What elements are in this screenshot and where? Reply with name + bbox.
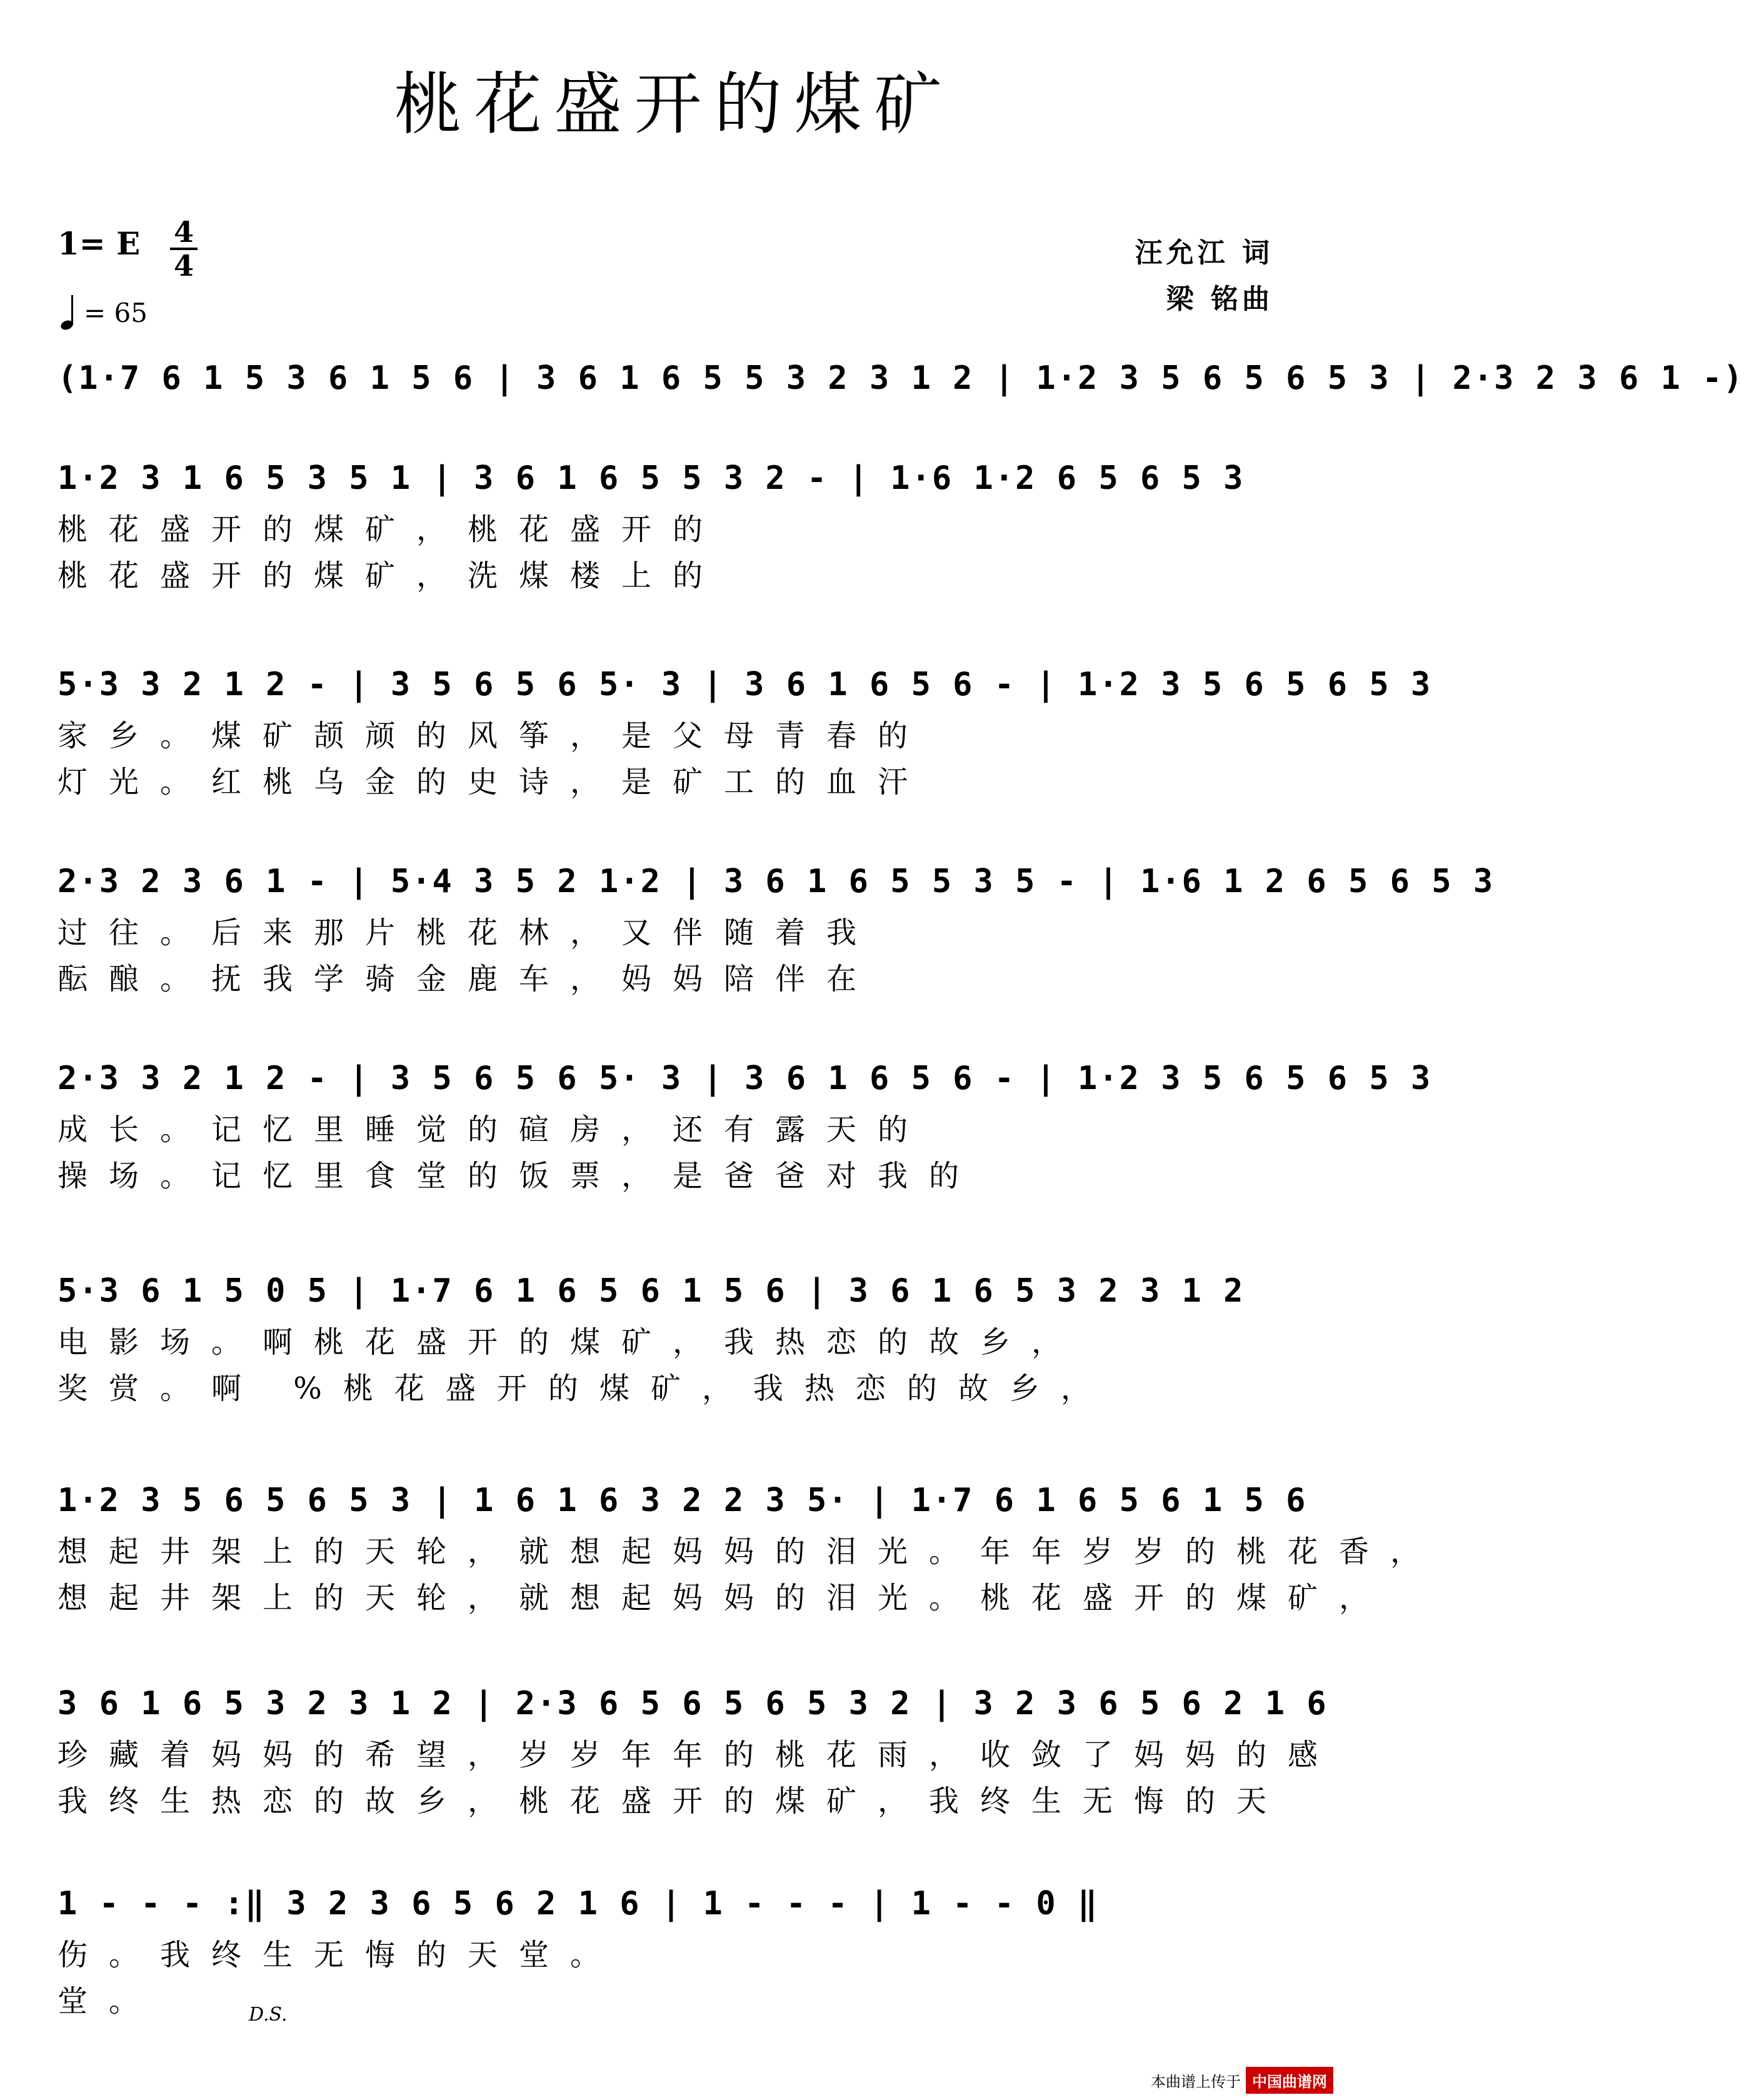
note-line: 2·3 3 2 1 2 - | 3 5 6 5 6 5· 3 | 3 6 1 6 5 6 - | 1·2 3 5 6 5 6 5 3 <box>58 1060 1432 1097</box>
composer-credit: 梁 铭曲 <box>1166 283 1273 315</box>
lyric-verse-2: 堂。 <box>58 1984 161 2019</box>
lyric-verse-2: 我终生热恋的故乡，桃花盛开的煤矿，我终生无悔的天 <box>58 1784 1288 1819</box>
score-system <box>58 1876 1295 2024</box>
site-brand[interactable]: 中国曲谱网 <box>1246 2067 1333 2094</box>
lyric-verse-1: 伤。我终生无悔的天堂。 <box>58 1937 622 1972</box>
lyric-verse-1: 成长。记忆里睡觉的碹房，还有露天的 <box>58 1112 930 1147</box>
lyric-verse-2: 桃花盛开的煤矿，洗煤楼上的 <box>58 558 724 593</box>
song-title: 桃花盛开的煤矿 <box>394 66 955 144</box>
quarter-note-icon <box>60 294 76 331</box>
score-system <box>58 1675 1340 1824</box>
lyric-verse-1: 家乡。煤矿颉颃的风筝，是父母青春的 <box>58 718 930 753</box>
lyric-verse-2: 奖赏。啊 %桃花盛开的煤矿，我热恋的故乡， <box>58 1371 1112 1406</box>
note-line: 1·2 3 1 6 5 3 5 1 | 3 6 1 6 5 5 3 2 - | 1·6 1·2 6 5 6 5 3 <box>58 460 1245 497</box>
key-signature: 1= E <box>58 225 141 262</box>
score-system <box>58 1472 1442 1621</box>
lyric-verse-1: 想起井架上的天轮，就想起妈妈的泪光。年年岁岁的桃花香， <box>58 1534 1442 1569</box>
note-line: 2·3 2 3 6 1 - | 5·4 3 5 2 1·2 | 3 6 1 6 5 5 3 5 - | 1·6 1 2 6 5 6 5 3 <box>58 863 1495 900</box>
score-system <box>58 1050 1432 1199</box>
score-system <box>58 1263 1295 1412</box>
note-line: 5·3 6 1 5 0 5 | 1·7 6 1 6 5 6 1 5 6 | 3 6 1 6 5 3 2 3 1 2 <box>58 1272 1245 1310</box>
lyric-verse-2: 酝酿。抚我学骑金鹿车，妈妈陪伴在 <box>58 962 878 997</box>
note-line: 1 - - - :‖ 3 2 3 6 5 6 2 1 6 | 1 - - - | 1 - - 0 ‖ <box>58 1885 1099 1922</box>
lyric-verse-1: 过往。后来那片桃花林，又伴随着我 <box>58 915 878 950</box>
score-system <box>58 656 1432 805</box>
lyricist-credit: 汪允江 词 <box>1135 237 1273 269</box>
score-system <box>58 450 1295 599</box>
note-line: 3 6 1 6 5 3 2 3 1 2 | 2·3 6 5 6 5 6 5 3 2 | 3 2 3 6 5 6 2 1 6 <box>58 1685 1328 1722</box>
footer-watermark: 本曲谱上传于 中国曲谱网 <box>1151 2067 1333 2094</box>
ds-mark: D.S. <box>249 2004 288 2026</box>
lyric-verse-1: 珍藏着妈妈的希望，岁岁年年的桃花雨，收敛了妈妈的感 <box>58 1737 1340 1772</box>
lyric-verse-2: 想起井架上的天轮，就想起妈妈的泪光。桃花盛开的煤矿， <box>58 1580 1391 1615</box>
lyric-verse-2: 灯光。红桃乌金的史诗，是矿工的血汗 <box>58 765 930 800</box>
score-system <box>58 853 1495 1002</box>
time-signature: 4 4 <box>170 218 198 280</box>
lyric-verse-2: 操场。记忆里食堂的饭票，是爸爸对我的 <box>58 1158 981 1193</box>
note-line: 1·2 3 5 6 5 6 5 3 | 1 6 1 6 3 2 2 3 5· | 1·7 6 1 6 5 6 1 5 6 <box>58 1482 1307 1519</box>
lyric-verse-1: 电影场。啊桃花盛开的煤矿，我热恋的故乡， <box>58 1325 1083 1360</box>
intro-system <box>58 350 1744 406</box>
lyric-verse-1: 桃花盛开的煤矿，桃花盛开的 <box>58 512 724 547</box>
intro-notes: (1·7 6 1 5 3 6 1 5 6 | 3 6 1 6 5 5 3 2 3 1 2 | 1·2 3 5 6 5 6 5 3 | 2·3 2 3 6 1 -) <box>58 359 1744 397</box>
tempo-marking: = 65 <box>60 294 148 331</box>
note-line: 5·3 3 2 1 2 - | 3 5 6 5 6 5· 3 | 3 6 1 6 5 6 - | 1·2 3 5 6 5 6 5 3 <box>58 666 1432 703</box>
